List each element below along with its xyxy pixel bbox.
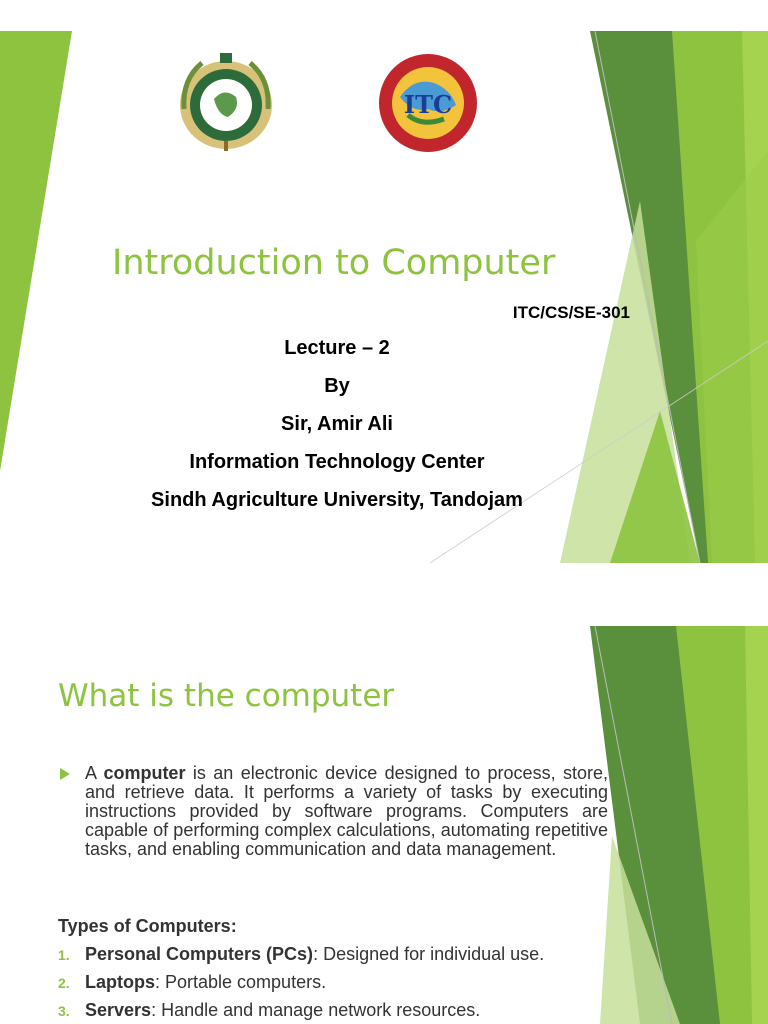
type-name: Laptops: [85, 972, 155, 992]
university-seal-logo: [178, 49, 274, 153]
slide-gap: [0, 563, 768, 626]
list-number: 1.: [58, 947, 70, 963]
bullet-arrow-icon: [60, 768, 70, 780]
instructor-name: Sir, Amir Ali: [281, 413, 393, 435]
list-number: 3.: [58, 1003, 70, 1019]
list-number: 2.: [58, 975, 70, 991]
department-name: Information Technology Center: [189, 451, 485, 473]
type-description: : Designed for individual use.: [313, 944, 545, 964]
list-item: [58, 944, 618, 972]
title-slide: [0, 31, 768, 563]
paragraph-rest: is an electronic device designed to process, store, and retrieve data. It performs a variety of tasks by executing instructions provided by software programs. Computers are capable of performing complex calculations, automating repetitive tasks, and enabling communication and data management.: [85, 763, 609, 859]
type-name: Servers: [85, 1000, 152, 1020]
itc-logo: [378, 53, 478, 153]
by-label: By: [324, 375, 350, 397]
content-slide: [0, 626, 768, 1024]
types-list: [58, 944, 618, 1024]
itc-logo-letters: ITC: [403, 90, 453, 119]
course-code: ITC/CS/SE-301: [512, 303, 630, 322]
list-item: [58, 1000, 618, 1024]
type-description: : Handle and manage network resources.: [151, 1000, 481, 1020]
slide-gap-top: [0, 0, 768, 31]
slide-title: What is the computer: [58, 678, 395, 714]
list-item: [58, 972, 618, 1000]
bullet-item: [60, 764, 608, 859]
definition-paragraph: [85, 764, 608, 859]
paragraph-prefix: A: [85, 763, 104, 783]
slide-title: Introduction to Computer: [112, 243, 556, 283]
university-name: Sindh Agriculture University, Tandojam: [151, 489, 523, 511]
type-name: Personal Computers (PCs): [85, 944, 314, 964]
types-heading: Types of Computers:: [58, 916, 237, 936]
lecture-number: Lecture – 2: [284, 337, 390, 359]
type-description: : Portable computers.: [155, 972, 327, 992]
keyword-computer: computer: [103, 763, 186, 783]
